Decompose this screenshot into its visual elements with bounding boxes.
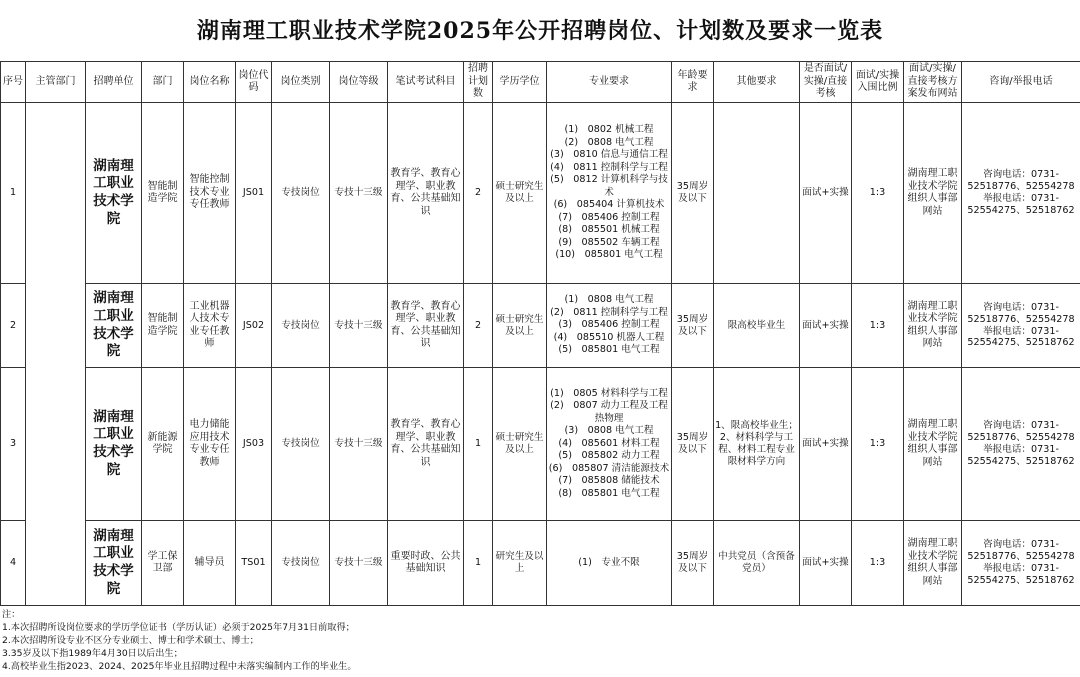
age-cell: 35周岁及以下 [672, 284, 714, 368]
row-index: 4 [1, 521, 26, 606]
website-cell: 湖南理工职业技术学院组织人事部网站 [904, 103, 962, 284]
ratio-cell: 1:3 [852, 521, 904, 606]
header-cell: 咨询/举报电话 [962, 62, 1080, 103]
quota-cell: 1 [464, 521, 493, 606]
major-item: (9) 085502 车辆工程 [558, 236, 660, 248]
category-cell: 专技岗位 [272, 368, 330, 521]
exam-cell: 教育学、教育心理学、职业教育、公共基础知识 [388, 284, 464, 368]
note-item: 2.本次招聘所设专业不区分专业硕士、博士和学术硕士、博士； [2, 635, 259, 646]
major-item: (1) 0802 机械工程 [564, 124, 654, 136]
major-item: (3) 0810 信息与通信工程 [550, 149, 668, 161]
position-cell: 工业机器人技术专业专任教师 [184, 284, 236, 368]
header-cell: 其他要求 [714, 62, 800, 103]
notes [2, 608, 357, 673]
code-cell: JS01 [236, 103, 272, 284]
quota-cell: 2 [464, 284, 493, 368]
header-cell: 年龄要求 [672, 62, 714, 103]
other-cell: 中共党员（含预备党员） [714, 521, 800, 606]
level-cell: 专技十三级 [330, 368, 388, 521]
major-item: (2) 0808 电气工程 [564, 136, 654, 148]
major-item: (4) 0811 控制科学与工程 [550, 161, 668, 173]
header-cell: 专业要求 [547, 62, 672, 103]
header-cell: 是否面试/实操/直接考核 [800, 62, 852, 103]
major-item: (6) 085404 计算机技术 [553, 199, 665, 211]
ratio-cell: 1:3 [852, 368, 904, 521]
header-cell: 岗位名称 [184, 62, 236, 103]
unit-cell: 湖南理工职业技术学院 [86, 521, 142, 606]
department-cell: 智能制造学院 [142, 103, 184, 284]
website-cell: 湖南理工职业技术学院组织人事部网站 [904, 368, 962, 521]
method-cell: 面试+实操 [800, 368, 852, 521]
department-cell: 新能源学院 [142, 368, 184, 521]
category-cell: 专技岗位 [272, 521, 330, 606]
majors-cell [547, 103, 672, 284]
degree-cell: 硕士研究生及以上 [493, 284, 547, 368]
code-cell: JS02 [236, 284, 272, 368]
major-item: (7) 085808 储能技术 [558, 475, 660, 487]
department-cell: 学工保卫部 [142, 521, 184, 606]
position-cell: 电力储能应用技术专业专任教师 [184, 368, 236, 521]
note-item: 4.高校毕业生指2023、2024、2025年毕业且招聘过程中未落实编制内工作的毕业生。 [2, 661, 357, 672]
note-item: 1.本次招聘所设岗位要求的学历学位证书（学历认证）必须于2025年7月31日前取得； [2, 622, 355, 633]
level-cell: 专技十三级 [330, 521, 388, 606]
method-cell: 面试+实操 [800, 521, 852, 606]
header-cell: 部门 [142, 62, 184, 103]
category-cell: 专技岗位 [272, 103, 330, 284]
recruitment-table [0, 61, 1080, 606]
header-cell: 岗位类别 [272, 62, 330, 103]
table-row [1, 521, 1080, 606]
major-item: (1) 专业不限 [578, 556, 640, 568]
phone-cell: 咨询电话：0731-52518776、52554278举报电话：0731-52554275、52518762 [962, 368, 1080, 521]
method-cell: 面试+实操 [800, 103, 852, 284]
major-item: (5) 0812 计算机科学与技术 [550, 174, 668, 198]
method-cell: 面试+实操 [800, 284, 852, 368]
header-cell: 主管部门 [26, 62, 86, 103]
major-item: (10) 085801 电气工程 [555, 249, 663, 261]
unit-cell: 湖南理工职业技术学院 [86, 103, 142, 284]
header-cell: 岗位代码 [236, 62, 272, 103]
major-item: (4) 085510 机器人工程 [553, 331, 665, 343]
position-cell: 智能控制技术专业专任教师 [184, 103, 236, 284]
majors-cell [547, 284, 672, 368]
website-cell: 湖南理工职业技术学院组织人事部网站 [904, 284, 962, 368]
major-item: (1) 0805 材料科学与工程 [550, 387, 668, 399]
quota-cell: 2 [464, 103, 493, 284]
major-item: (2) 0807 动力工程及工程热物理 [550, 400, 668, 424]
major-item: (8) 085501 机械工程 [558, 224, 660, 236]
code-cell: TS01 [236, 521, 272, 606]
degree-cell: 硕士研究生及以上 [493, 368, 547, 521]
header-cell: 岗位等级 [330, 62, 388, 103]
age-cell: 35周岁及以下 [672, 521, 714, 606]
degree-cell: 硕士研究生及以上 [493, 103, 547, 284]
unit-cell: 湖南理工职业技术学院 [86, 368, 142, 521]
other-cell: 限高校毕业生 [714, 284, 800, 368]
position-cell: 辅导员 [184, 521, 236, 606]
page-title: 湖南理工职业技术学院2025年公开招聘岗位、计划数及要求一览表 [196, 18, 884, 44]
exam-cell: 重要时政、公共基础知识 [388, 521, 464, 606]
header-cell: 招聘单位 [86, 62, 142, 103]
department-cell: 智能制造学院 [142, 284, 184, 368]
header-cell: 招聘计划数 [464, 62, 493, 103]
header-row [1, 62, 1080, 103]
header-cell: 笔试考试科目 [388, 62, 464, 103]
degree-cell: 研究生及以上 [493, 521, 547, 606]
table-row [1, 284, 1080, 368]
row-index: 1 [1, 103, 26, 284]
major-item: (2) 0811 控制科学与工程 [550, 306, 668, 318]
header-cell: 学历学位 [493, 62, 547, 103]
phone-cell: 咨询电话：0731-52518776、52554278举报电话：0731-52554275、52518762 [962, 103, 1080, 284]
unit-cell: 湖南理工职业技术学院 [86, 284, 142, 368]
row-index: 3 [1, 368, 26, 521]
age-cell: 35周岁及以下 [672, 103, 714, 284]
majors-cell [547, 368, 672, 521]
major-item: (3) 0808 电气工程 [564, 425, 654, 437]
age-cell: 35周岁及以下 [672, 368, 714, 521]
ratio-cell: 1:3 [852, 103, 904, 284]
website-cell: 湖南理工职业技术学院组织人事部网站 [904, 521, 962, 606]
major-item: (3) 085406 控制工程 [558, 319, 660, 331]
header-cell: 面试/实操入围比例 [852, 62, 904, 103]
category-cell: 专技岗位 [272, 284, 330, 368]
supervisor-cell [26, 103, 86, 606]
other-cell [714, 103, 800, 284]
major-item: (7) 085406 控制工程 [558, 211, 660, 223]
header-cell: 面试/实操/直接考核方案发布网站 [904, 62, 962, 103]
table-row [1, 103, 1080, 284]
ratio-cell: 1:3 [852, 284, 904, 368]
level-cell: 专技十三级 [330, 284, 388, 368]
phone-cell: 咨询电话：0731-52518776、52554278举报电话：0731-52554275、52518762 [962, 521, 1080, 606]
other-cell: 1、限高校毕业生；2、材料科学与工程、材料工程专业限材料学方向 [714, 368, 800, 521]
exam-cell: 教育学、教育心理学、职业教育、公共基础知识 [388, 368, 464, 521]
header-cell: 序号 [1, 62, 26, 103]
major-item: (4) 085601 材料工程 [558, 437, 660, 449]
exam-cell: 教育学、教育心理学、职业教育、公共基础知识 [388, 103, 464, 284]
majors-cell [547, 521, 672, 606]
note-item: 3.35岁及以下指1989年4月30日以后出生； [2, 648, 183, 659]
major-item: (1) 0808 电气工程 [564, 294, 654, 306]
level-cell: 专技十三级 [330, 103, 388, 284]
major-item: (5) 085802 动力工程 [558, 450, 660, 462]
major-item: (6) 085807 清洁能源技术 [548, 462, 670, 474]
row-index: 2 [1, 284, 26, 368]
code-cell: JS03 [236, 368, 272, 521]
quota-cell: 1 [464, 368, 493, 521]
table-row [1, 368, 1080, 521]
major-item: (5) 085801 电气工程 [558, 344, 660, 356]
major-item: (8) 085801 电气工程 [558, 487, 660, 499]
notes-label: 注： [2, 609, 21, 620]
phone-cell: 咨询电话：0731-52518776、52554278举报电话：0731-52554275、52518762 [962, 284, 1080, 368]
